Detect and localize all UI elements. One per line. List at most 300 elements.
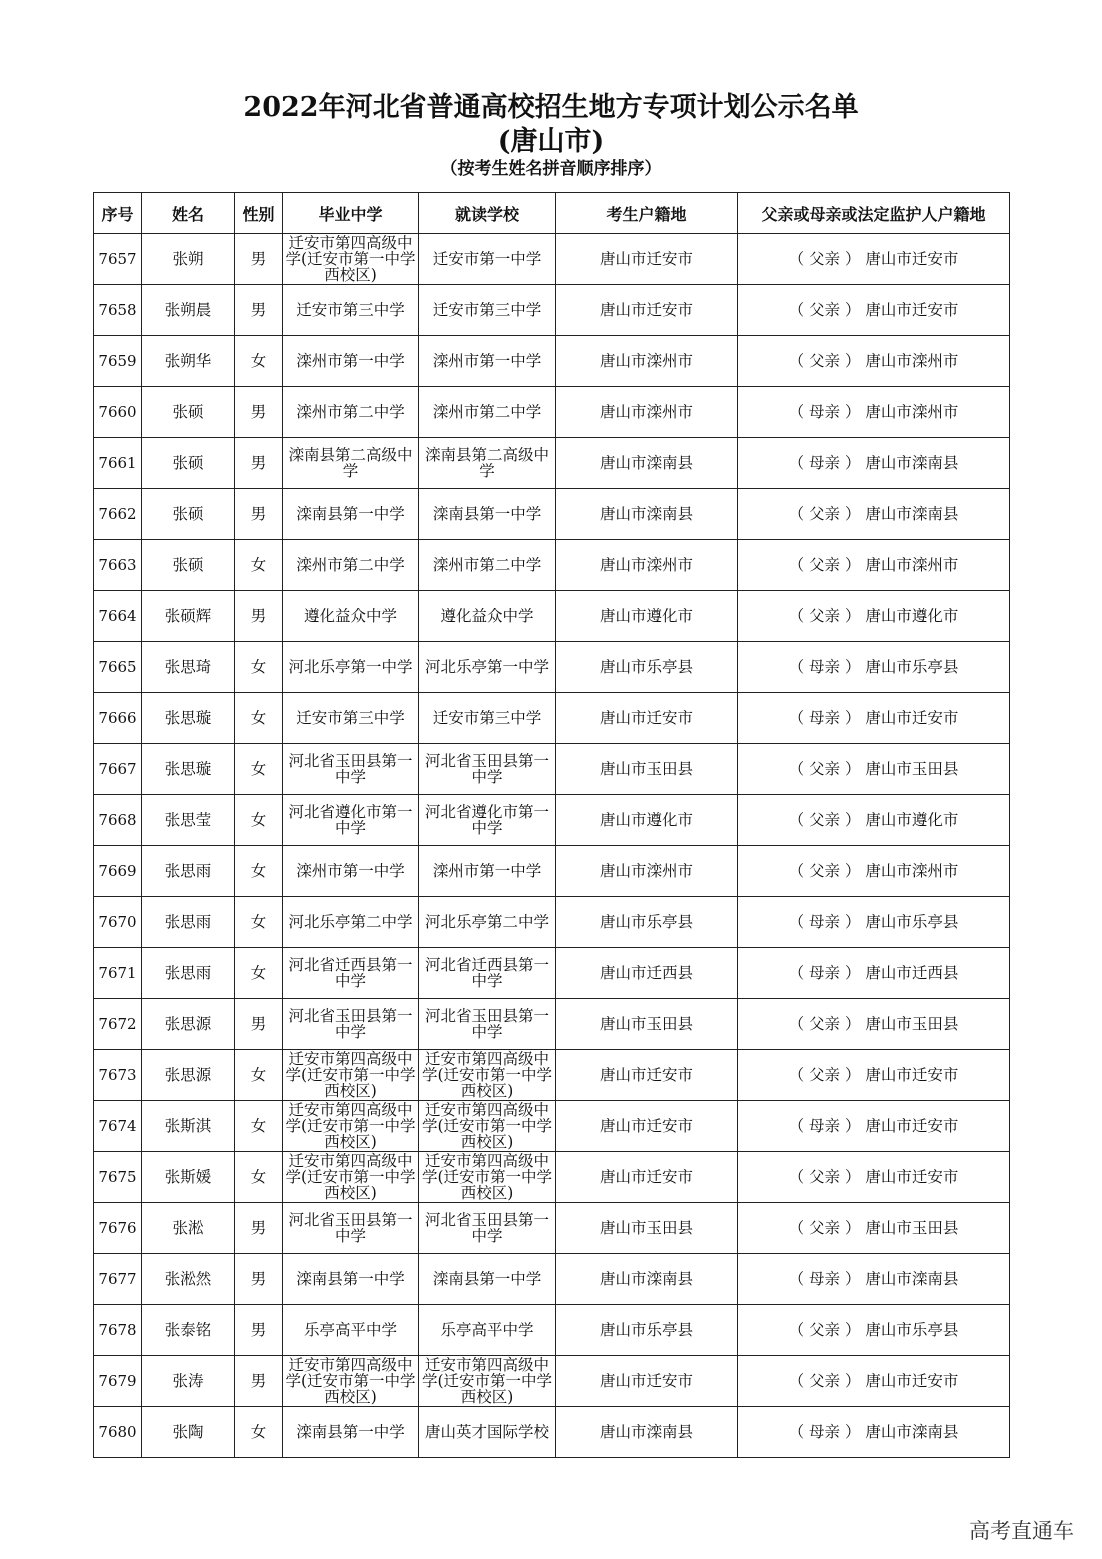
cell-seq: 7671 xyxy=(94,948,142,999)
table-row xyxy=(94,438,1010,489)
cell-seq: 7678 xyxy=(94,1305,142,1356)
table-row xyxy=(94,795,1010,846)
table-row xyxy=(94,591,1010,642)
parent-open-paren: （ xyxy=(788,250,810,268)
parent-close-paren: ） xyxy=(840,1117,866,1135)
cell-parent-hukou xyxy=(738,795,1010,846)
table-row xyxy=(94,234,1010,285)
parent-close-paren: ） xyxy=(840,1066,866,1084)
cell-grad-school: 滦州市第一中学 xyxy=(283,846,419,897)
cell-hukou: 唐山市遵化市 xyxy=(556,795,738,846)
cell-current-school: 河北省玉田县第一中学 xyxy=(419,1203,556,1254)
table-row xyxy=(94,1101,1010,1152)
parent-close-paren: ） xyxy=(840,556,866,574)
parent-close-paren: ） xyxy=(840,709,866,727)
table-row xyxy=(94,846,1010,897)
parent-hukou-value: 唐山市滦南县 xyxy=(865,1270,959,1288)
cell-grad-school: 河北省遵化市第一中学 xyxy=(283,795,419,846)
parent-relation: 父亲 xyxy=(809,862,841,880)
cell-gender: 男 xyxy=(235,438,283,489)
parent-hukou-value: 唐山市迁安市 xyxy=(865,301,959,319)
parent-open-paren: （ xyxy=(788,1015,810,1033)
cell-gender: 女 xyxy=(235,693,283,744)
parent-open-paren: （ xyxy=(788,352,810,370)
cell-hukou: 唐山市玉田县 xyxy=(556,999,738,1050)
cell-seq: 7676 xyxy=(94,1203,142,1254)
col-header-grad-school: 毕业中学 xyxy=(283,193,419,234)
table-row xyxy=(94,285,1010,336)
parent-open-paren: （ xyxy=(788,1219,810,1237)
cell-gender: 女 xyxy=(235,1050,283,1101)
parent-relation: 父亲 xyxy=(809,1321,841,1339)
cell-name: 张硕辉 xyxy=(142,591,235,642)
parent-close-paren: ） xyxy=(840,1015,866,1033)
table-header-row xyxy=(94,193,1010,234)
parent-hukou-value: 唐山市滦南县 xyxy=(865,454,959,472)
cell-grad-school: 迁安市第四高级中学(迁安市第一中学西校区) xyxy=(283,1152,419,1203)
cell-parent-hukou xyxy=(738,693,1010,744)
parent-close-paren: ） xyxy=(840,913,866,931)
cell-hukou: 唐山市滦州市 xyxy=(556,336,738,387)
cell-name: 张淞 xyxy=(142,1203,235,1254)
cell-gender: 男 xyxy=(235,999,283,1050)
cell-grad-school: 滦南县第一中学 xyxy=(283,489,419,540)
cell-current-school: 河北省玉田县第一中学 xyxy=(419,744,556,795)
cell-parent-hukou xyxy=(738,336,1010,387)
parent-open-paren: （ xyxy=(788,862,810,880)
parent-open-paren: （ xyxy=(788,1372,810,1390)
parent-close-paren: ） xyxy=(840,403,866,421)
cell-grad-school: 迁安市第三中学 xyxy=(283,285,419,336)
cell-gender: 女 xyxy=(235,336,283,387)
parent-close-paren: ） xyxy=(840,1270,866,1288)
parent-hukou-value: 唐山市迁安市 xyxy=(865,709,959,727)
parent-open-paren: （ xyxy=(788,1270,810,1288)
table-body xyxy=(94,234,1010,1458)
cell-parent-hukou xyxy=(738,387,1010,438)
table-row xyxy=(94,1050,1010,1101)
cell-gender: 女 xyxy=(235,744,283,795)
cell-current-school: 遵化益众中学 xyxy=(419,591,556,642)
cell-current-school: 滦南县第一中学 xyxy=(419,1254,556,1305)
cell-seq: 7657 xyxy=(94,234,142,285)
parent-open-paren: （ xyxy=(788,811,810,829)
cell-current-school: 迁安市第三中学 xyxy=(419,285,556,336)
parent-hukou-value: 唐山市滦南县 xyxy=(865,1423,959,1441)
cell-parent-hukou xyxy=(738,489,1010,540)
cell-name: 张思雨 xyxy=(142,897,235,948)
cell-current-school: 河北省遵化市第一中学 xyxy=(419,795,556,846)
parent-hukou-value: 唐山市玉田县 xyxy=(865,1219,959,1237)
parent-open-paren: （ xyxy=(788,658,810,676)
cell-name: 张淞然 xyxy=(142,1254,235,1305)
cell-current-school: 河北省玉田县第一中学 xyxy=(419,999,556,1050)
cell-seq: 7664 xyxy=(94,591,142,642)
parent-relation: 父亲 xyxy=(809,760,841,778)
cell-hukou: 唐山市滦南县 xyxy=(556,438,738,489)
cell-current-school: 滦州市第一中学 xyxy=(419,846,556,897)
cell-name: 张斯淇 xyxy=(142,1101,235,1152)
table-row xyxy=(94,1152,1010,1203)
parent-relation: 父亲 xyxy=(809,1066,841,1084)
cell-seq: 7660 xyxy=(94,387,142,438)
cell-hukou: 唐山市乐亭县 xyxy=(556,897,738,948)
cell-hukou: 唐山市遵化市 xyxy=(556,591,738,642)
cell-name: 张陶 xyxy=(142,1407,235,1458)
parent-hukou-value: 唐山市乐亭县 xyxy=(865,1321,959,1339)
cell-parent-hukou xyxy=(738,1101,1010,1152)
parent-relation: 母亲 xyxy=(809,1423,841,1441)
parent-close-paren: ） xyxy=(840,811,866,829)
cell-seq: 7658 xyxy=(94,285,142,336)
parent-open-paren: （ xyxy=(788,1066,810,1084)
parent-relation: 父亲 xyxy=(809,352,841,370)
cell-current-school: 迁安市第四高级中学(迁安市第一中学西校区) xyxy=(419,1101,556,1152)
cell-seq: 7673 xyxy=(94,1050,142,1101)
cell-seq: 7677 xyxy=(94,1254,142,1305)
parent-close-paren: ） xyxy=(840,301,866,319)
table-row xyxy=(94,336,1010,387)
cell-hukou: 唐山市乐亭县 xyxy=(556,1305,738,1356)
parent-open-paren: （ xyxy=(788,1117,810,1135)
parent-hukou-value: 唐山市滦南县 xyxy=(865,505,959,523)
cell-current-school: 唐山英才国际学校 xyxy=(419,1407,556,1458)
parent-relation: 父亲 xyxy=(809,556,841,574)
cell-current-school: 河北乐亭第二中学 xyxy=(419,897,556,948)
parent-hukou-value: 唐山市滦州市 xyxy=(865,862,959,880)
parent-relation: 父亲 xyxy=(809,1015,841,1033)
table-row xyxy=(94,999,1010,1050)
cell-gender: 女 xyxy=(235,948,283,999)
parent-open-paren: （ xyxy=(788,556,810,574)
parent-open-paren: （ xyxy=(788,709,810,727)
cell-parent-hukou xyxy=(738,948,1010,999)
cell-current-school: 滦州市第二中学 xyxy=(419,540,556,591)
cell-grad-school: 迁安市第四高级中学(迁安市第一中学西校区) xyxy=(283,1050,419,1101)
cell-gender: 男 xyxy=(235,234,283,285)
parent-open-paren: （ xyxy=(788,301,810,319)
cell-seq: 7679 xyxy=(94,1356,142,1407)
cell-gender: 男 xyxy=(235,489,283,540)
parent-hukou-value: 唐山市迁安市 xyxy=(865,1066,959,1084)
cell-grad-school: 滦南县第一中学 xyxy=(283,1254,419,1305)
cell-parent-hukou xyxy=(738,1356,1010,1407)
cell-grad-school: 迁安市第四高级中学(迁安市第一中学西校区) xyxy=(283,1101,419,1152)
table-row xyxy=(94,1407,1010,1458)
cell-current-school: 滦州市第一中学 xyxy=(419,336,556,387)
cell-gender: 男 xyxy=(235,591,283,642)
parent-hukou-value: 唐山市滦州市 xyxy=(865,403,959,421)
col-header-parent-hukou: 父亲或母亲或法定监护人户籍地 xyxy=(738,193,1010,234)
cell-name: 张朔晨 xyxy=(142,285,235,336)
parent-close-paren: ） xyxy=(840,964,866,982)
cell-parent-hukou xyxy=(738,285,1010,336)
parent-hukou-value: 唐山市玉田县 xyxy=(865,1015,959,1033)
table-row xyxy=(94,489,1010,540)
cell-current-school: 迁安市第四高级中学(迁安市第一中学西校区) xyxy=(419,1356,556,1407)
cell-parent-hukou xyxy=(738,1407,1010,1458)
cell-parent-hukou xyxy=(738,642,1010,693)
parent-relation: 母亲 xyxy=(809,658,841,676)
cell-hukou: 唐山市滦州市 xyxy=(556,540,738,591)
cell-grad-school: 滦州市第二中学 xyxy=(283,387,419,438)
table-row xyxy=(94,1203,1010,1254)
parent-relation: 母亲 xyxy=(809,964,841,982)
cell-seq: 7670 xyxy=(94,897,142,948)
roster-table xyxy=(93,192,1010,1458)
cell-parent-hukou xyxy=(738,1203,1010,1254)
cell-parent-hukou xyxy=(738,1152,1010,1203)
cell-parent-hukou xyxy=(738,1050,1010,1101)
cell-gender: 女 xyxy=(235,1407,283,1458)
parent-close-paren: ） xyxy=(840,1168,866,1186)
cell-hukou: 唐山市玉田县 xyxy=(556,1203,738,1254)
cell-seq: 7668 xyxy=(94,795,142,846)
cell-seq: 7675 xyxy=(94,1152,142,1203)
cell-current-school: 滦南县第一中学 xyxy=(419,489,556,540)
cell-seq: 7667 xyxy=(94,744,142,795)
cell-parent-hukou xyxy=(738,438,1010,489)
parent-close-paren: ） xyxy=(840,1423,866,1441)
cell-hukou: 唐山市滦南县 xyxy=(556,489,738,540)
cell-current-school: 乐亭高平中学 xyxy=(419,1305,556,1356)
table-row xyxy=(94,1254,1010,1305)
cell-seq: 7666 xyxy=(94,693,142,744)
col-header-current-school: 就读学校 xyxy=(419,193,556,234)
cell-current-school: 滦州市第二中学 xyxy=(419,387,556,438)
parent-hukou-value: 唐山市迁安市 xyxy=(865,1168,959,1186)
cell-hukou: 唐山市乐亭县 xyxy=(556,642,738,693)
cell-seq: 7672 xyxy=(94,999,142,1050)
parent-hukou-value: 唐山市遵化市 xyxy=(865,607,959,625)
cell-gender: 男 xyxy=(235,1305,283,1356)
cell-hukou: 唐山市迁安市 xyxy=(556,1050,738,1101)
cell-grad-school: 河北省玉田县第一中学 xyxy=(283,999,419,1050)
cell-grad-school: 河北乐亭第二中学 xyxy=(283,897,419,948)
parent-hukou-value: 唐山市乐亭县 xyxy=(865,913,959,931)
cell-gender: 男 xyxy=(235,1203,283,1254)
cell-gender: 男 xyxy=(235,1254,283,1305)
cell-hukou: 唐山市迁安市 xyxy=(556,1101,738,1152)
cell-seq: 7662 xyxy=(94,489,142,540)
parent-hukou-value: 唐山市遵化市 xyxy=(865,811,959,829)
parent-relation: 母亲 xyxy=(809,1117,841,1135)
parent-close-paren: ） xyxy=(840,658,866,676)
cell-current-school: 河北乐亭第一中学 xyxy=(419,642,556,693)
cell-hukou: 唐山市迁安市 xyxy=(556,1152,738,1203)
table-row xyxy=(94,1305,1010,1356)
parent-hukou-value: 唐山市迁安市 xyxy=(865,1372,959,1390)
parent-close-paren: ） xyxy=(840,862,866,880)
cell-seq: 7663 xyxy=(94,540,142,591)
cell-current-school: 迁安市第三中学 xyxy=(419,693,556,744)
cell-parent-hukou xyxy=(738,1305,1010,1356)
cell-grad-school: 迁安市第三中学 xyxy=(283,693,419,744)
col-header-seq: 序号 xyxy=(94,193,142,234)
cell-parent-hukou xyxy=(738,846,1010,897)
table-row xyxy=(94,693,1010,744)
cell-grad-school: 滦州市第二中学 xyxy=(283,540,419,591)
cell-grad-school: 迁安市第四高级中学(迁安市第一中学西校区) xyxy=(283,234,419,285)
cell-gender: 男 xyxy=(235,1356,283,1407)
parent-close-paren: ） xyxy=(840,607,866,625)
parent-hukou-value: 唐山市迁安市 xyxy=(865,250,959,268)
cell-gender: 女 xyxy=(235,846,283,897)
table-row xyxy=(94,642,1010,693)
parent-open-paren: （ xyxy=(788,913,810,931)
cell-grad-school: 滦州市第一中学 xyxy=(283,336,419,387)
table-row xyxy=(94,387,1010,438)
cell-name: 张朔华 xyxy=(142,336,235,387)
cell-name: 张思源 xyxy=(142,999,235,1050)
cell-grad-school: 迁安市第四高级中学(迁安市第一中学西校区) xyxy=(283,1356,419,1407)
parent-hukou-value: 唐山市滦州市 xyxy=(865,556,959,574)
parent-close-paren: ） xyxy=(840,760,866,778)
sort-note: （按考生姓名拼音顺序排序） xyxy=(440,159,662,179)
cell-parent-hukou xyxy=(738,744,1010,795)
cell-grad-school: 滦南县第一中学 xyxy=(283,1407,419,1458)
parent-open-paren: （ xyxy=(788,1423,810,1441)
cell-current-school: 迁安市第四高级中学(迁安市第一中学西校区) xyxy=(419,1050,556,1101)
cell-hukou: 唐山市滦南县 xyxy=(556,1407,738,1458)
cell-seq: 7665 xyxy=(94,642,142,693)
cell-current-school: 滦南县第二高级中学 xyxy=(419,438,556,489)
parent-relation: 父亲 xyxy=(809,250,841,268)
parent-relation: 母亲 xyxy=(809,913,841,931)
parent-open-paren: （ xyxy=(788,1321,810,1339)
cell-hukou: 唐山市滦南县 xyxy=(556,1254,738,1305)
cell-name: 张思璇 xyxy=(142,693,235,744)
cell-name: 张朔 xyxy=(142,234,235,285)
parent-close-paren: ） xyxy=(840,352,866,370)
cell-current-school: 迁安市第四高级中学(迁安市第一中学西校区) xyxy=(419,1152,556,1203)
cell-parent-hukou xyxy=(738,591,1010,642)
cell-hukou: 唐山市迁安市 xyxy=(556,693,738,744)
cell-name: 张思雨 xyxy=(142,948,235,999)
parent-relation: 父亲 xyxy=(809,1219,841,1237)
cell-hukou: 唐山市迁安市 xyxy=(556,234,738,285)
cell-gender: 女 xyxy=(235,540,283,591)
cell-parent-hukou xyxy=(738,1254,1010,1305)
cell-gender: 男 xyxy=(235,285,283,336)
table-row xyxy=(94,948,1010,999)
parent-relation: 父亲 xyxy=(809,1168,841,1186)
parent-open-paren: （ xyxy=(788,964,810,982)
parent-hukou-value: 唐山市玉田县 xyxy=(865,760,959,778)
cell-seq: 7661 xyxy=(94,438,142,489)
parent-hukou-value: 唐山市迁西县 xyxy=(865,964,959,982)
cell-name: 张硕 xyxy=(142,489,235,540)
cell-seq: 7659 xyxy=(94,336,142,387)
cell-name: 张硕 xyxy=(142,387,235,438)
cell-name: 张硕 xyxy=(142,540,235,591)
cell-current-school: 河北省迁西县第一中学 xyxy=(419,948,556,999)
cell-hukou: 唐山市迁安市 xyxy=(556,285,738,336)
cell-parent-hukou xyxy=(738,897,1010,948)
parent-relation: 母亲 xyxy=(809,709,841,727)
cell-grad-school: 滦南县第二高级中学 xyxy=(283,438,419,489)
cell-grad-school: 遵化益众中学 xyxy=(283,591,419,642)
parent-relation: 父亲 xyxy=(809,505,841,523)
parent-relation: 母亲 xyxy=(809,454,841,472)
cell-gender: 女 xyxy=(235,1152,283,1203)
cell-grad-school: 乐亭高平中学 xyxy=(283,1305,419,1356)
cell-name: 张思琦 xyxy=(142,642,235,693)
cell-name: 张思雨 xyxy=(142,846,235,897)
cell-name: 张涛 xyxy=(142,1356,235,1407)
col-header-name: 姓名 xyxy=(142,193,235,234)
cell-hukou: 唐山市迁西县 xyxy=(556,948,738,999)
parent-close-paren: ） xyxy=(840,250,866,268)
parent-close-paren: ） xyxy=(840,1372,866,1390)
cell-grad-school: 河北省迁西县第一中学 xyxy=(283,948,419,999)
page-title: 2022年河北省普通高校招生地方专项计划公示名单 xyxy=(243,92,859,123)
cell-grad-school: 河北省玉田县第一中学 xyxy=(283,744,419,795)
cell-hukou: 唐山市迁安市 xyxy=(556,1356,738,1407)
parent-close-paren: ） xyxy=(840,1321,866,1339)
table-row xyxy=(94,1356,1010,1407)
parent-relation: 父亲 xyxy=(809,811,841,829)
parent-open-paren: （ xyxy=(788,403,810,421)
watermark: 高考直通车 xyxy=(969,1519,1074,1543)
cell-grad-school: 河北省玉田县第一中学 xyxy=(283,1203,419,1254)
cell-gender: 男 xyxy=(235,387,283,438)
parent-close-paren: ） xyxy=(840,1219,866,1237)
parent-hukou-value: 唐山市迁安市 xyxy=(865,1117,959,1135)
table-row xyxy=(94,540,1010,591)
cell-name: 张硕 xyxy=(142,438,235,489)
table-row xyxy=(94,897,1010,948)
parent-open-paren: （ xyxy=(788,505,810,523)
col-header-hukou: 考生户籍地 xyxy=(556,193,738,234)
parent-close-paren: ） xyxy=(840,454,866,472)
cell-current-school: 迁安市第一中学 xyxy=(419,234,556,285)
parent-open-paren: （ xyxy=(788,1168,810,1186)
cell-gender: 女 xyxy=(235,795,283,846)
parent-hukou-value: 唐山市乐亭县 xyxy=(865,658,959,676)
cell-seq: 7674 xyxy=(94,1101,142,1152)
cell-name: 张斯媛 xyxy=(142,1152,235,1203)
cell-name: 张泰铭 xyxy=(142,1305,235,1356)
parent-relation: 父亲 xyxy=(809,1372,841,1390)
parent-open-paren: （ xyxy=(788,607,810,625)
cell-parent-hukou xyxy=(738,540,1010,591)
parent-relation: 父亲 xyxy=(809,607,841,625)
parent-open-paren: （ xyxy=(788,454,810,472)
cell-seq: 7680 xyxy=(94,1407,142,1458)
cell-gender: 女 xyxy=(235,1101,283,1152)
cell-name: 张思源 xyxy=(142,1050,235,1101)
cell-gender: 女 xyxy=(235,642,283,693)
parent-relation: 母亲 xyxy=(809,403,841,421)
cell-hukou: 唐山市玉田县 xyxy=(556,744,738,795)
cell-name: 张思莹 xyxy=(142,795,235,846)
table-row xyxy=(94,744,1010,795)
col-header-gender: 性别 xyxy=(235,193,283,234)
cell-name: 张思璇 xyxy=(142,744,235,795)
parent-close-paren: ） xyxy=(840,505,866,523)
cell-seq: 7669 xyxy=(94,846,142,897)
parent-relation: 父亲 xyxy=(809,301,841,319)
cell-parent-hukou xyxy=(738,234,1010,285)
page-subtitle: (唐山市) xyxy=(497,126,605,157)
parent-relation: 母亲 xyxy=(809,1270,841,1288)
parent-hukou-value: 唐山市滦州市 xyxy=(865,352,959,370)
cell-hukou: 唐山市滦州市 xyxy=(556,387,738,438)
cell-hukou: 唐山市滦州市 xyxy=(556,846,738,897)
cell-gender: 女 xyxy=(235,897,283,948)
parent-open-paren: （ xyxy=(788,760,810,778)
